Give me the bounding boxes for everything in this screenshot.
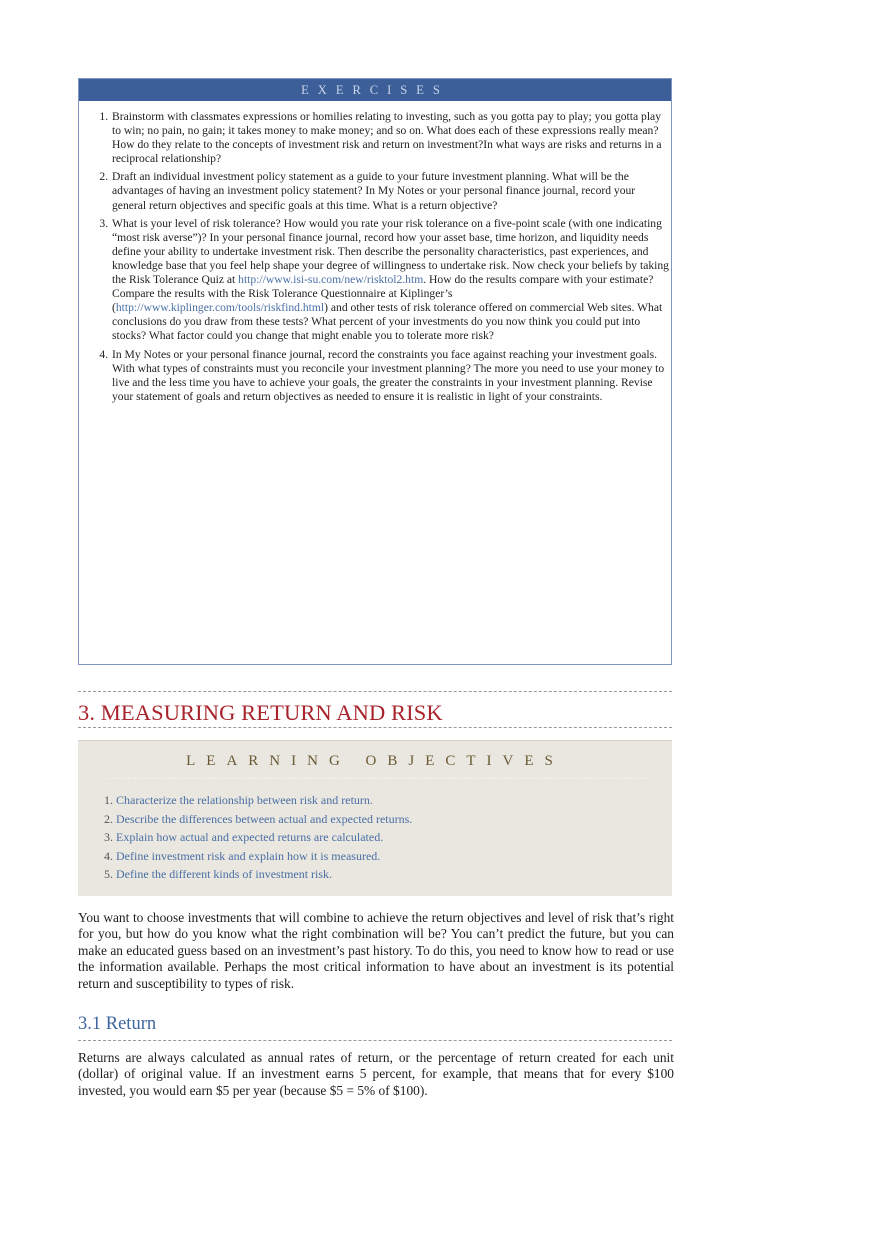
objective-item-4: 4. Define investment risk and explain how it is measured. (116, 847, 672, 866)
objective-item-3: 3. Explain how actual and expected returns are calculated. (116, 828, 672, 847)
section-title: 3. MEASURING RETURN AND RISK (78, 700, 443, 725)
exercise-3-text-b: . How do the results compare with your estimate? Compare the results with the Risk Tolerance Questionnaire at Kiplinger’s ( (112, 273, 654, 315)
exercises-list (79, 110, 671, 404)
risk-tolerance-quiz-link[interactable]: http://www.isi-su.com/new/risktol2.htm (238, 273, 424, 287)
return-paragraph: Returns are always calculated as annual rates of return, or the percentage of return created for each unit (dollar) of original value. If an investment earns 5 percent, for example, that means that for every $100 invested, you would earn $5 per year (because $5 = 5% of $100). (78, 1050, 674, 1098)
learning-objectives-divider (108, 778, 647, 779)
exercise-item-2: 2. Draft an individual investment policy statement as a guide to your future investment planning. What will be the advantages of having an investment policy statement? In My Notes or your personal finance journal, record your general return objectives and specific goals at this time. What is a return objective? (111, 170, 669, 212)
exercises-header: EXERCISES (79, 79, 671, 101)
objective-item-1: 1. Characterize the relationship between risk and return. (116, 791, 672, 810)
exercises-box (78, 78, 672, 665)
exercise-item-3 (111, 217, 669, 344)
subsection-rule (78, 1040, 672, 1041)
exercise-3-text-c: ) and other tests of risk tolerance offered on commercial Web sites. What conclusions do you draw from these tests? What percent of your investments do you now think you could put into stocks? What factor could you change that might enable you to tolerate more risk? (112, 301, 663, 343)
objective-item-2: 2. Describe the differences between actual and expected returns. (116, 810, 672, 829)
intro-paragraph: You want to choose investments that will combine to achieve the return objectives and level of risk that’s right for you, but how do you know what the right combination will be? You can’t predict the future, but you can make an educated guess based on an investment’s past history. To do this, you need to know how to read or use the information available. Perhaps the most critical information to have about an investment is its potential return and susceptibility to types of risk. (78, 910, 674, 991)
section-top-rule (78, 691, 672, 692)
exercise-item-4: 4. In My Notes or your personal finance journal, record the constraints you face against reaching your investment goals. With what types of constraints must you reconcile your investment planning? The more you need to use your money to live and the less time you have to achieve your goals, the greater the constraints in your investment planning. Revise your statement of goals and return objectives as needed to ensure it is realistic in light of your constraints. (111, 348, 669, 404)
learning-objectives-header: LEARNING OBJECTIVES (186, 753, 564, 769)
objective-item-5: 5. Define the different kinds of investment risk. (116, 865, 672, 884)
learning-objectives-box (78, 740, 672, 896)
exercise-item-1: 1. Brainstorm with classmates expressions or homilies relating to investing, such as you gotta pay to play; you gotta play to win; no pain, no gain; it takes money to make money; and so on. What does each of these expressions really mean? How do they relate to the concepts of investment risk and return on investment?In what ways are risks and returns in a reciprocal relationship? (111, 110, 669, 166)
learning-objectives-list (78, 791, 672, 884)
subsection-title: 3.1 Return (78, 1014, 157, 1034)
exercise-3-text-a: What is your level of risk tolerance? How would you rate your risk tolerance on a five-point scale (with one indicating “most risk averse”)? In your personal finance journal, record how your asset base, time horizon, and liquidity needs define your ability to undertake investment risk. Then describe the personality characteristics, past experiences, and knowledge base that you feel help shape your degree of willingness to undertake risk. Now check your beliefs by taking the Risk Tolerance Quiz at (112, 216, 669, 287)
section-bottom-rule (78, 727, 672, 728)
kiplinger-link[interactable]: http://www.kiplinger.com/tools/riskfind.html (115, 301, 325, 315)
